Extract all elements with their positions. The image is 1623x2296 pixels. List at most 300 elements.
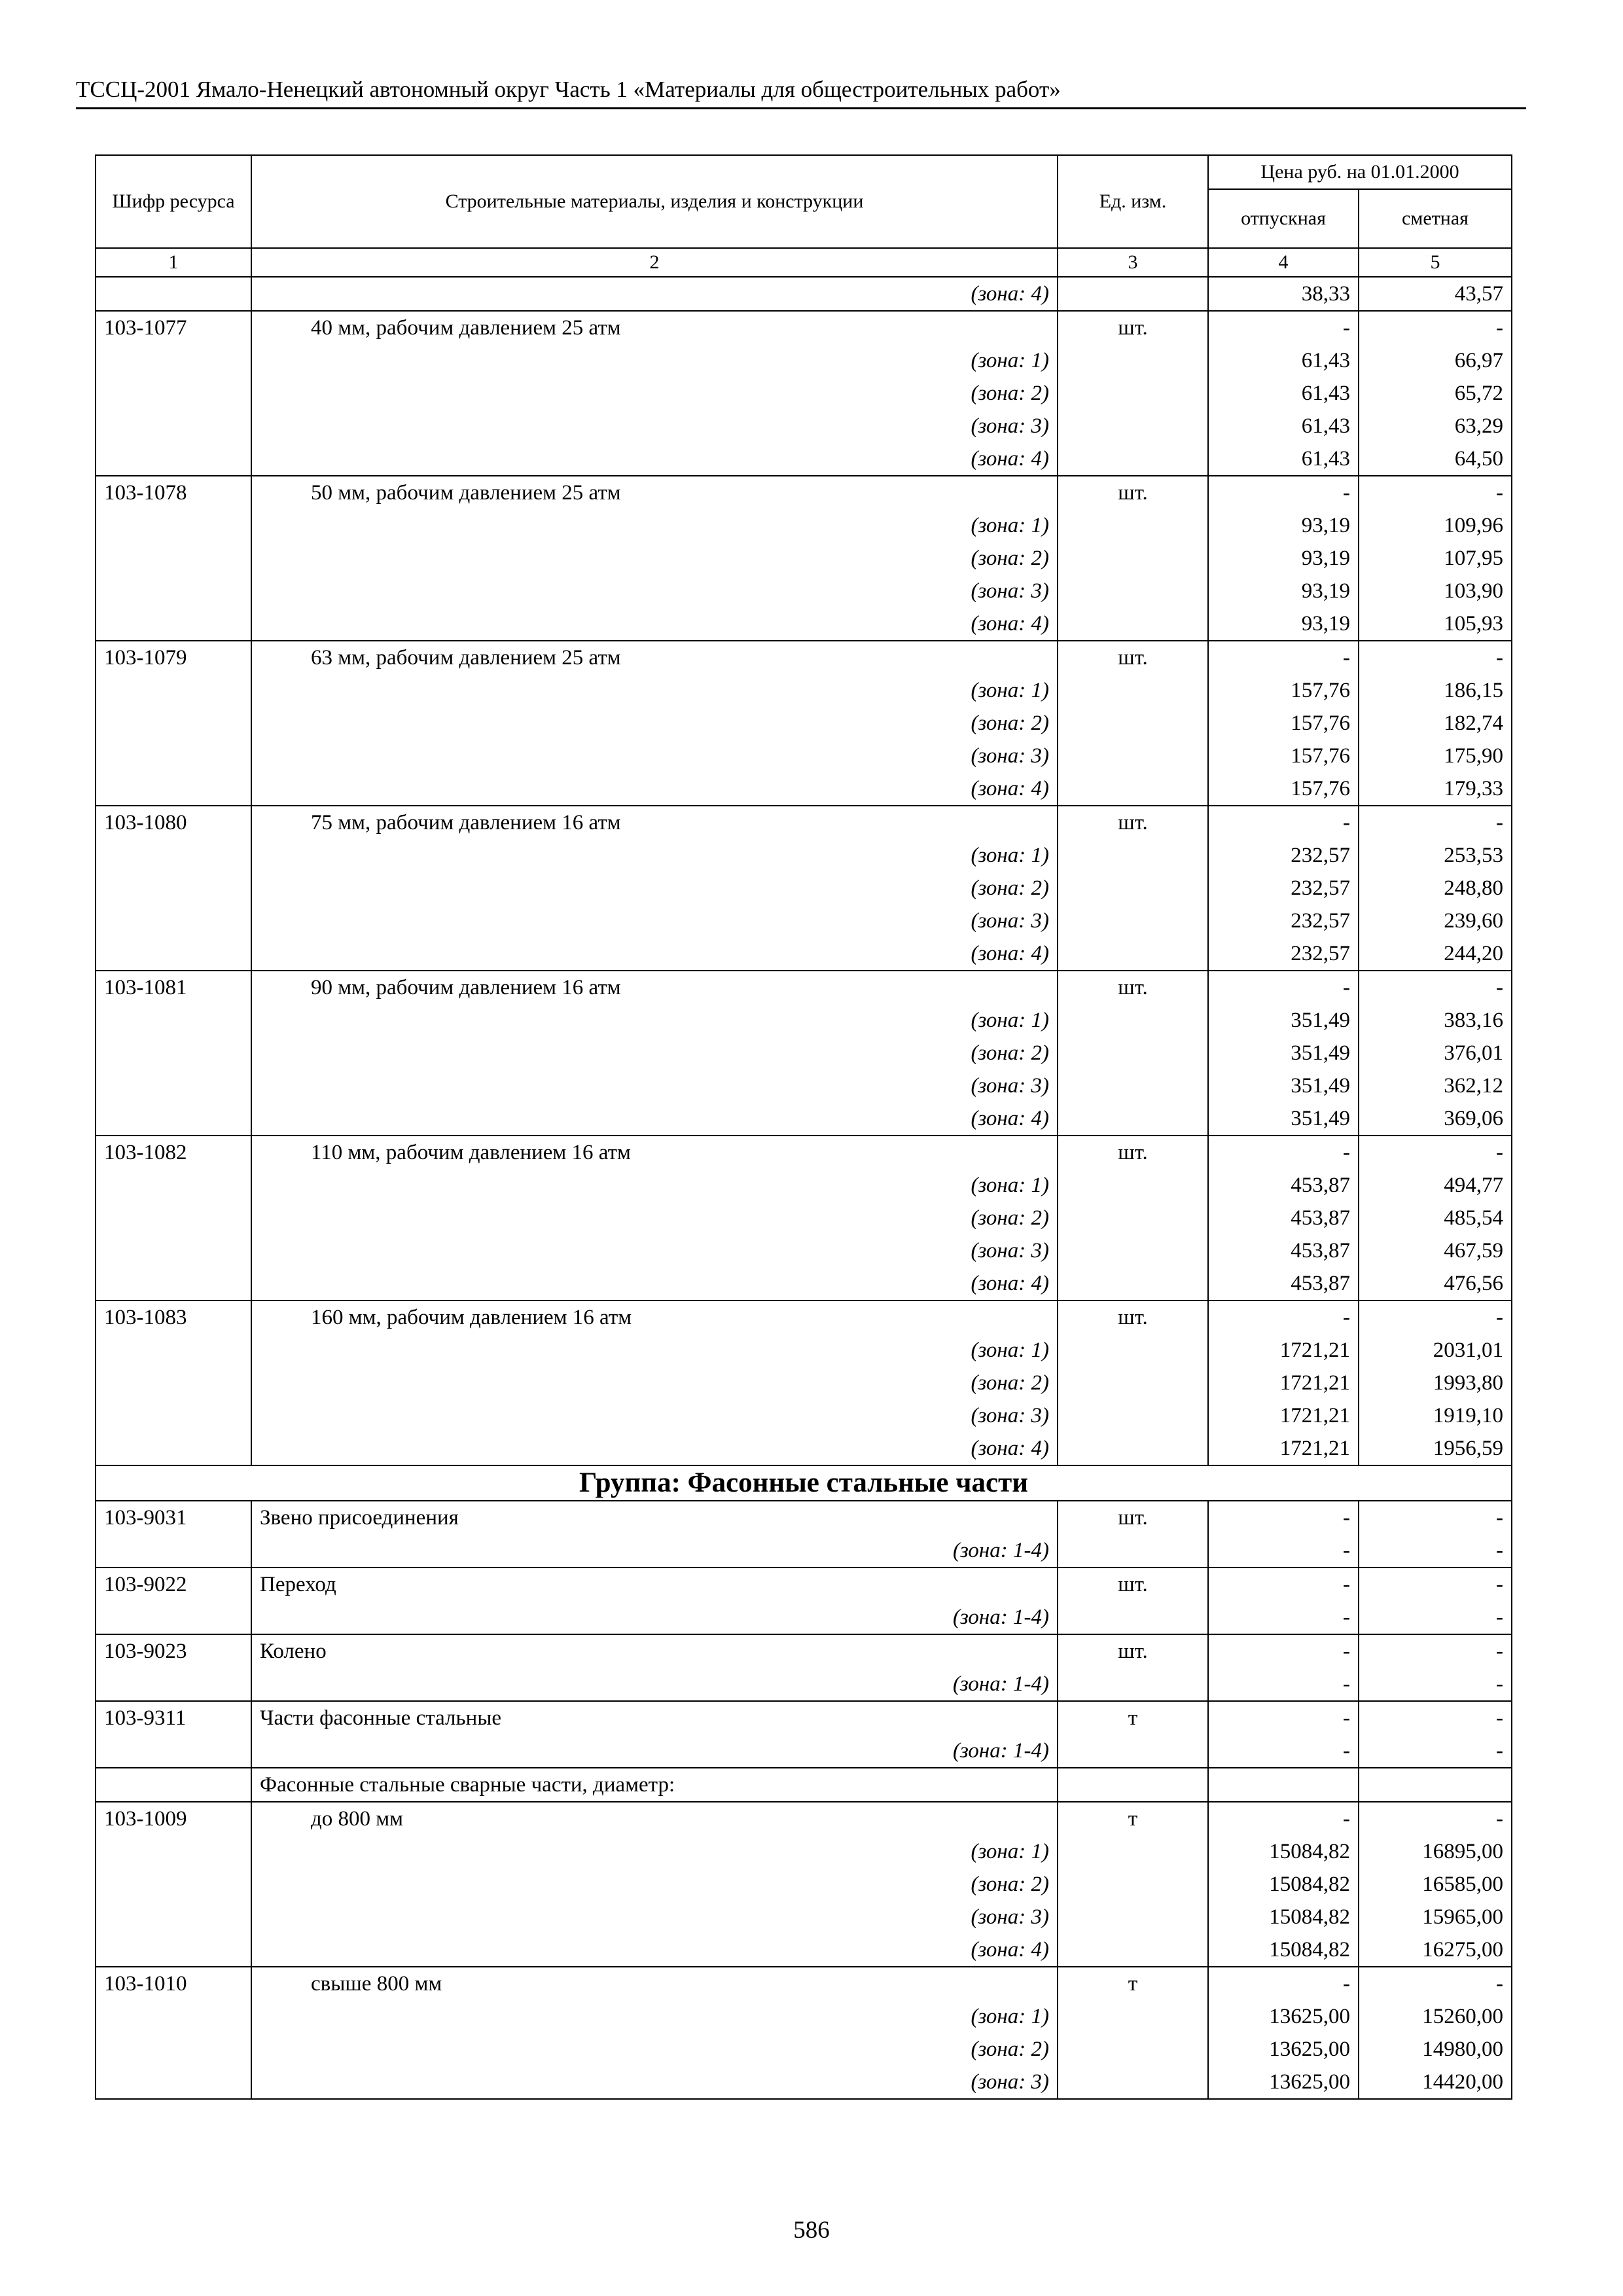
- resource-code: 103-1078: [96, 476, 251, 509]
- subheader-label: Фасонные стальные сварные части, диаметр:: [251, 1768, 1058, 1802]
- zone-row: [96, 277, 1512, 311]
- unit-cell: шт.: [1058, 806, 1208, 839]
- zone-label: (зона: 1-4): [251, 1601, 1058, 1634]
- material-name: свыше 800 мм: [251, 1967, 1058, 2000]
- estimate-price: 369,06: [1359, 1102, 1512, 1136]
- estimate-price: 253,53: [1359, 839, 1512, 872]
- zone-row: [96, 442, 1512, 476]
- unit-cell: [1058, 1102, 1208, 1136]
- release-price: -: [1208, 311, 1359, 344]
- zone-label: (зона: 1): [251, 1835, 1058, 1868]
- estimate-price: 14420,00: [1359, 2066, 1512, 2099]
- zone-label: (зона: 1): [251, 509, 1058, 542]
- release-price: 232,57: [1208, 937, 1359, 971]
- zone-row: [96, 1835, 1512, 1868]
- zone-row: [96, 1534, 1512, 1568]
- release-price: -: [1208, 1734, 1359, 1768]
- estimate-price: 43,57: [1359, 277, 1512, 311]
- material-name: 90 мм, рабочим давлением 16 атм: [251, 971, 1058, 1004]
- table-row: [96, 476, 1512, 509]
- resource-code: 103-1081: [96, 971, 251, 1004]
- table-row: [96, 1634, 1512, 1668]
- resource-code: 103-1083: [96, 1300, 251, 1334]
- zone-row: [96, 377, 1512, 410]
- zone-row: [96, 1367, 1512, 1399]
- unit-cell: шт.: [1058, 1501, 1208, 1534]
- col-price-header: Цена руб. на 01.01.2000: [1208, 155, 1512, 189]
- zone-row: [96, 674, 1512, 707]
- resource-code: [96, 575, 251, 607]
- col-release-header: отпускная: [1208, 189, 1359, 248]
- estimate-price: 186,15: [1359, 674, 1512, 707]
- unit-cell: шт.: [1058, 1568, 1208, 1601]
- release-price: 232,57: [1208, 905, 1359, 937]
- estimate-price: -: [1359, 1634, 1512, 1668]
- resource-code: [96, 344, 251, 377]
- estimate-price: -: [1359, 1802, 1512, 1835]
- estimate-price: 109,96: [1359, 509, 1512, 542]
- release-price: 1721,21: [1208, 1334, 1359, 1367]
- resource-code: [96, 1202, 251, 1234]
- release-price: -: [1208, 1601, 1359, 1634]
- resource-code: [96, 1933, 251, 1967]
- release-price: 157,76: [1208, 772, 1359, 806]
- estimate-price: 1993,80: [1359, 1367, 1512, 1399]
- unit-cell: [1058, 542, 1208, 575]
- zone-label: (зона: 3): [251, 740, 1058, 772]
- table-head: [96, 155, 1512, 277]
- unit-cell: [1058, 344, 1208, 377]
- zone-label: (зона: 1-4): [251, 1668, 1058, 1701]
- unit-cell: [1058, 442, 1208, 476]
- col-number-3: 3: [1058, 248, 1208, 277]
- resource-code: [96, 1267, 251, 1300]
- resource-code: 103-9311: [96, 1701, 251, 1734]
- release-price: -: [1208, 1501, 1359, 1534]
- zone-row: [96, 1734, 1512, 1768]
- unit-cell: [1058, 575, 1208, 607]
- release-price: 351,49: [1208, 1069, 1359, 1102]
- unit-cell: шт.: [1058, 971, 1208, 1004]
- release-price: 38,33: [1208, 277, 1359, 311]
- resource-code: [96, 772, 251, 806]
- unit-cell: [1058, 1601, 1208, 1634]
- estimate-price: -: [1359, 1568, 1512, 1601]
- unit-cell: т: [1058, 1967, 1208, 2000]
- zone-label: (зона: 3): [251, 1069, 1058, 1102]
- resource-code: [96, 1102, 251, 1136]
- estimate-price: 64,50: [1359, 442, 1512, 476]
- unit-cell: [1058, 1037, 1208, 1069]
- zone-row: [96, 1668, 1512, 1701]
- estimate-price: 63,29: [1359, 410, 1512, 442]
- unit-cell: [1058, 1267, 1208, 1300]
- release-price: -: [1208, 1802, 1359, 1835]
- col-number-1: 1: [96, 248, 251, 277]
- estimate-price: -: [1359, 311, 1512, 344]
- release-price: -: [1208, 1534, 1359, 1568]
- estimate-price: -: [1359, 1300, 1512, 1334]
- unit-cell: [1058, 1534, 1208, 1568]
- resource-code: [96, 1768, 251, 1802]
- release-price: -: [1208, 1668, 1359, 1701]
- table-row: [96, 311, 1512, 344]
- zone-row: [96, 1004, 1512, 1037]
- zone-label: (зона: 3): [251, 1234, 1058, 1267]
- release-price: 93,19: [1208, 575, 1359, 607]
- page-number: 586: [793, 2217, 830, 2244]
- unit-cell: [1058, 839, 1208, 872]
- material-name: 63 мм, рабочим давлением 25 атм: [251, 641, 1058, 674]
- unit-cell: [1058, 1169, 1208, 1202]
- unit-cell: шт.: [1058, 1300, 1208, 1334]
- zone-label: (зона: 1): [251, 1334, 1058, 1367]
- estimate-price: 2031,01: [1359, 1334, 1512, 1367]
- material-name: 75 мм, рабочим давлением 16 атм: [251, 806, 1058, 839]
- release-price: 15084,82: [1208, 1901, 1359, 1933]
- table-row: [96, 971, 1512, 1004]
- table-row: [96, 1701, 1512, 1734]
- unit-cell: [1058, 2066, 1208, 2099]
- unit-cell: [1058, 1004, 1208, 1037]
- zone-label: (зона: 4): [251, 772, 1058, 806]
- release-price: -: [1208, 1568, 1359, 1601]
- resource-code: [96, 1835, 251, 1868]
- estimate-price: 16275,00: [1359, 1933, 1512, 1967]
- unit-cell: [1058, 1367, 1208, 1399]
- unit-cell: [1058, 607, 1208, 641]
- resource-code: 103-1077: [96, 311, 251, 344]
- unit-cell: [1058, 740, 1208, 772]
- unit-cell: [1058, 2033, 1208, 2066]
- estimate-price: 107,95: [1359, 542, 1512, 575]
- release-price: 453,87: [1208, 1169, 1359, 1202]
- unit-cell: [1058, 1734, 1208, 1768]
- zone-row: [96, 1399, 1512, 1432]
- table-body: [96, 277, 1512, 2099]
- release-price: -: [1208, 1136, 1359, 1169]
- unit-cell: [1058, 509, 1208, 542]
- estimate-price: -: [1359, 1668, 1512, 1701]
- unit-cell: [1058, 1234, 1208, 1267]
- zone-label: (зона: 2): [251, 377, 1058, 410]
- resource-code: 103-9023: [96, 1634, 251, 1668]
- resource-code: 103-1080: [96, 806, 251, 839]
- price-table: [95, 154, 1512, 2100]
- resource-code: 103-1082: [96, 1136, 251, 1169]
- release-price: 453,87: [1208, 1234, 1359, 1267]
- resource-code: [96, 2000, 251, 2033]
- release-price: 61,43: [1208, 377, 1359, 410]
- zone-label: (зона: 4): [251, 1933, 1058, 1967]
- zone-label: (зона: 1): [251, 839, 1058, 872]
- zone-row: [96, 2066, 1512, 2099]
- resource-code: [96, 872, 251, 905]
- unit-cell: [1058, 937, 1208, 971]
- zone-label: (зона: 1-4): [251, 1534, 1058, 1568]
- resource-code: [96, 674, 251, 707]
- unit-cell: шт.: [1058, 311, 1208, 344]
- zone-row: [96, 1169, 1512, 1202]
- zone-label: (зона: 2): [251, 2033, 1058, 2066]
- zone-label: (зона: 2): [251, 1037, 1058, 1069]
- estimate-price: -: [1359, 971, 1512, 1004]
- table-row: [96, 1802, 1512, 1835]
- col-name-header: Строительные материалы, изделия и конструкции: [251, 155, 1058, 248]
- resource-code: [96, 839, 251, 872]
- zone-row: [96, 509, 1512, 542]
- resource-code: [96, 707, 251, 740]
- resource-code: [96, 1868, 251, 1901]
- release-price: 15084,82: [1208, 1868, 1359, 1901]
- resource-code: [96, 410, 251, 442]
- zone-row: [96, 740, 1512, 772]
- resource-code: [96, 1534, 251, 1568]
- estimate-price: 362,12: [1359, 1069, 1512, 1102]
- zone-label: (зона: 1-4): [251, 1734, 1058, 1768]
- estimate-price: -: [1359, 1601, 1512, 1634]
- zone-row: [96, 575, 1512, 607]
- release-price: 93,19: [1208, 542, 1359, 575]
- material-name: 40 мм, рабочим давлением 25 атм: [251, 311, 1058, 344]
- resource-code: [96, 1234, 251, 1267]
- release-price: 93,19: [1208, 509, 1359, 542]
- estimate-price: 105,93: [1359, 607, 1512, 641]
- resource-code: [96, 1734, 251, 1768]
- estimate-price: 65,72: [1359, 377, 1512, 410]
- zone-row: [96, 542, 1512, 575]
- resource-code: [96, 2066, 251, 2099]
- release-price: 453,87: [1208, 1202, 1359, 1234]
- zone-label: (зона: 2): [251, 1868, 1058, 1901]
- estimate-price: -: [1359, 1701, 1512, 1734]
- resource-code: [96, 1901, 251, 1933]
- material-name: 50 мм, рабочим давлением 25 атм: [251, 476, 1058, 509]
- estimate-price: 182,74: [1359, 707, 1512, 740]
- material-name: до 800 мм: [251, 1802, 1058, 1835]
- unit-cell: [1058, 1432, 1208, 1465]
- zone-label: (зона: 2): [251, 872, 1058, 905]
- release-price: 351,49: [1208, 1037, 1359, 1069]
- col-number-2: 2: [251, 248, 1058, 277]
- release-price: 15084,82: [1208, 1835, 1359, 1868]
- unit-cell: шт.: [1058, 641, 1208, 674]
- unit-cell: [1058, 1399, 1208, 1432]
- zone-row: [96, 607, 1512, 641]
- release-price: -: [1208, 476, 1359, 509]
- unit-cell: [1058, 707, 1208, 740]
- resource-code: [96, 442, 251, 476]
- zone-row: [96, 1037, 1512, 1069]
- zone-label: (зона: 3): [251, 410, 1058, 442]
- resource-code: [96, 1037, 251, 1069]
- material-name: 110 мм, рабочим давлением 16 атм: [251, 1136, 1058, 1169]
- zone-label: (зона: 3): [251, 1901, 1058, 1933]
- material-name: Части фасонные стальные: [251, 1701, 1058, 1734]
- estimate-price: -: [1359, 1534, 1512, 1568]
- unit-cell: [1058, 1868, 1208, 1901]
- zone-label: (зона: 1): [251, 2000, 1058, 2033]
- zone-row: [96, 872, 1512, 905]
- release-price: -: [1208, 1701, 1359, 1734]
- estimate-price: [1359, 1768, 1512, 1802]
- zone-row: [96, 1334, 1512, 1367]
- estimate-price: 16585,00: [1359, 1868, 1512, 1901]
- unit-cell: т: [1058, 1701, 1208, 1734]
- unit-cell: [1058, 905, 1208, 937]
- zone-label: (зона: 1): [251, 1169, 1058, 1202]
- estimate-price: 15965,00: [1359, 1901, 1512, 1933]
- table-row: [96, 1501, 1512, 1534]
- zone-label: (зона: 2): [251, 542, 1058, 575]
- zone-row: [96, 1868, 1512, 1901]
- estimate-price: 66,97: [1359, 344, 1512, 377]
- zone-label: (зона: 4): [251, 442, 1058, 476]
- estimate-price: 1956,59: [1359, 1432, 1512, 1465]
- release-price: 157,76: [1208, 740, 1359, 772]
- estimate-price: 376,01: [1359, 1037, 1512, 1069]
- estimate-price: -: [1359, 641, 1512, 674]
- zone-label: (зона: 3): [251, 1399, 1058, 1432]
- unit-cell: [1058, 674, 1208, 707]
- resource-code: [96, 1399, 251, 1432]
- material-name: 160 мм, рабочим давлением 16 атм: [251, 1300, 1058, 1334]
- zone-row: [96, 905, 1512, 937]
- release-price: 1721,21: [1208, 1399, 1359, 1432]
- zone-row: [96, 772, 1512, 806]
- unit-cell: [1058, 1334, 1208, 1367]
- resource-code: 103-9031: [96, 1501, 251, 1534]
- resource-code: [96, 377, 251, 410]
- zone-label: (зона: 1): [251, 344, 1058, 377]
- estimate-price: 1919,10: [1359, 1399, 1512, 1432]
- resource-code: [96, 1367, 251, 1399]
- release-price: -: [1208, 1300, 1359, 1334]
- table-row: [96, 641, 1512, 674]
- group-header-row: [96, 1465, 1512, 1501]
- unit-cell: [1058, 410, 1208, 442]
- estimate-price: 244,20: [1359, 937, 1512, 971]
- release-price: 13625,00: [1208, 2033, 1359, 2066]
- estimate-price: 15260,00: [1359, 2000, 1512, 2033]
- estimate-price: -: [1359, 1501, 1512, 1534]
- release-price: 157,76: [1208, 707, 1359, 740]
- unit-cell: [1058, 1668, 1208, 1701]
- release-price: [1208, 1768, 1359, 1802]
- zone-label: (зона: 1): [251, 1004, 1058, 1037]
- release-price: -: [1208, 1967, 1359, 2000]
- release-price: 351,49: [1208, 1102, 1359, 1136]
- unit-cell: шт.: [1058, 1136, 1208, 1169]
- unit-cell: [1058, 277, 1208, 311]
- estimate-price: 383,16: [1359, 1004, 1512, 1037]
- estimate-price: 103,90: [1359, 575, 1512, 607]
- estimate-price: -: [1359, 476, 1512, 509]
- release-price: 61,43: [1208, 344, 1359, 377]
- zone-row: [96, 839, 1512, 872]
- page-header: ТССЦ-2001 Ямало-Ненецкий автономный округ Часть 1 «Материалы для общестроительных работ»: [76, 76, 1526, 109]
- zone-label: (зона: 4): [251, 1267, 1058, 1300]
- zone-row: [96, 410, 1512, 442]
- zone-label: (зона: 4): [251, 1102, 1058, 1136]
- group-title: Группа: Фасонные стальные части: [96, 1465, 1512, 1501]
- resource-code: [96, 509, 251, 542]
- estimate-price: 239,60: [1359, 905, 1512, 937]
- zone-row: [96, 1069, 1512, 1102]
- estimate-price: -: [1359, 1734, 1512, 1768]
- material-name: Колено: [251, 1634, 1058, 1668]
- zone-row: [96, 1202, 1512, 1234]
- estimate-price: 476,56: [1359, 1267, 1512, 1300]
- zone-row: [96, 1432, 1512, 1465]
- resource-code: [96, 1432, 251, 1465]
- material-name: Звено присоединения: [251, 1501, 1058, 1534]
- release-price: -: [1208, 971, 1359, 1004]
- resource-code: [96, 2033, 251, 2066]
- release-price: 232,57: [1208, 872, 1359, 905]
- zone-label: (зона: 1): [251, 674, 1058, 707]
- subheader-row: [96, 1768, 1512, 1802]
- material-name: Переход: [251, 1568, 1058, 1601]
- unit-cell: [1058, 1768, 1208, 1802]
- zone-row: [96, 1102, 1512, 1136]
- zone-label: (зона: 2): [251, 1367, 1058, 1399]
- unit-cell: [1058, 1069, 1208, 1102]
- unit-cell: [1058, 2000, 1208, 2033]
- estimate-price: 175,90: [1359, 740, 1512, 772]
- zone-label: (зона: 2): [251, 707, 1058, 740]
- resource-code: [96, 937, 251, 971]
- release-price: 13625,00: [1208, 2000, 1359, 2033]
- release-price: -: [1208, 1634, 1359, 1668]
- estimate-price: 179,33: [1359, 772, 1512, 806]
- release-price: 61,43: [1208, 442, 1359, 476]
- resource-code: 103-1009: [96, 1802, 251, 1835]
- estimate-price: -: [1359, 806, 1512, 839]
- unit-cell: [1058, 1835, 1208, 1868]
- unit-cell: шт.: [1058, 1634, 1208, 1668]
- table-row: [96, 1300, 1512, 1334]
- zone-row: [96, 2033, 1512, 2066]
- estimate-price: -: [1359, 1136, 1512, 1169]
- col-code-header: Шифр ресурса: [96, 155, 251, 248]
- resource-code: [96, 1601, 251, 1634]
- zone-row: [96, 2000, 1512, 2033]
- zone-row: [96, 1901, 1512, 1933]
- resource-code: 103-9022: [96, 1568, 251, 1601]
- release-price: 1721,21: [1208, 1367, 1359, 1399]
- zone-row: [96, 1267, 1512, 1300]
- release-price: 351,49: [1208, 1004, 1359, 1037]
- resource-code: [96, 1169, 251, 1202]
- zone-label: (зона: 2): [251, 1202, 1058, 1234]
- unit-cell: [1058, 1202, 1208, 1234]
- resource-code: [96, 1069, 251, 1102]
- zone-row: [96, 937, 1512, 971]
- table-row: [96, 1136, 1512, 1169]
- release-price: 15084,82: [1208, 1933, 1359, 1967]
- estimate-price: 16895,00: [1359, 1835, 1512, 1868]
- resource-code: 103-1079: [96, 641, 251, 674]
- unit-cell: [1058, 1901, 1208, 1933]
- unit-cell: [1058, 772, 1208, 806]
- zone-row: [96, 1933, 1512, 1967]
- release-price: 232,57: [1208, 839, 1359, 872]
- table-row: [96, 1967, 1512, 2000]
- unit-cell: [1058, 1933, 1208, 1967]
- zone-label: (зона: 4): [251, 937, 1058, 971]
- estimate-price: 494,77: [1359, 1169, 1512, 1202]
